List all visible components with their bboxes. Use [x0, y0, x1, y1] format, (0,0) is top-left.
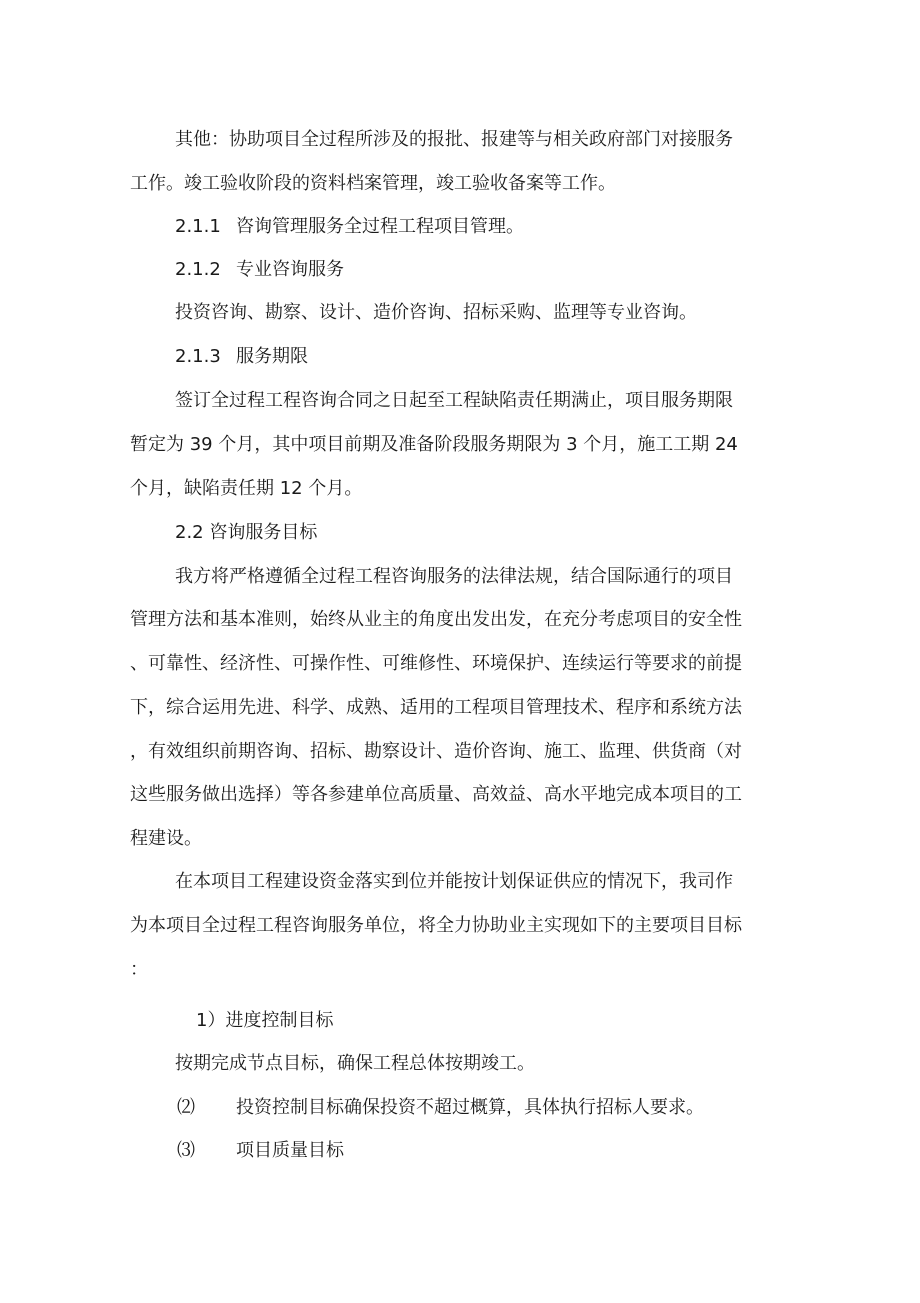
para-funding-line1: 在本项目工程建设资金落实到位并能按计划保证供应的情况下，我司作	[175, 871, 733, 892]
para-goal-line4: 下，综合运用先进、科学、成熟、适用的工程项目管理技术、程序和系统方法	[130, 697, 742, 718]
section-title-2-1-3: 服务期限	[236, 346, 308, 367]
section-number-2-1-1: 2.1.1	[175, 216, 221, 237]
para-goal-line1: 我方将严格遵循全过程工程咨询服务的法律法规，结合国际通行的项目	[175, 566, 733, 587]
para-period-line1: 签订全过程工程咨询合同之日起至工程缺陷责任期满止，项目服务期限	[175, 390, 733, 411]
para-goal-line7: 程建设。	[130, 828, 202, 849]
para-goal-line3: 、可靠性、经济性、可操作性、可维修性、环境保护、连续运行等要求的前提	[130, 653, 742, 674]
item-3-text: 项目质量目标	[236, 1140, 344, 1161]
section-number-2-1-2: 2.1.2	[175, 259, 221, 280]
section-title-2-1-1: 咨询管理服务全过程工程项目管理。	[236, 216, 524, 237]
section-number-2-1-3: 2.1.3	[175, 346, 221, 367]
item-1-schedule-target: 1）进度控制目标	[196, 1010, 334, 1031]
para-funding-line2: 为本项目全过程工程咨询服务单位，将全力协助业主实现如下的主要项目目标	[130, 915, 742, 936]
section-title-2-1-2: 专业咨询服务	[236, 259, 344, 280]
para-period-line2: 暂定为 39 个月，其中项目前期及准备阶段服务期限为 3 个月，施工工期 24	[130, 434, 738, 455]
item-2-number: ⑵	[177, 1097, 195, 1118]
para-other-line2: 工作。竣工验收阶段的资料档案管理，竣工验收备案等工作。	[130, 173, 616, 194]
para-goal-line5: ，有效组织前期咨询、招标、勘察设计、造价咨询、施工、监理、供货商（对	[130, 741, 742, 762]
section-title-2-2: 2.2 咨询服务目标	[175, 522, 318, 543]
item-2-text: 投资控制目标确保投资不超过概算，具体执行招标人要求。	[236, 1097, 704, 1118]
para-period-line3: 个月，缺陷责任期 12 个月。	[130, 478, 363, 499]
para-professional: 投资咨询、勘察、设计、造价咨询、招标采购、监理等专业咨询。	[175, 302, 697, 323]
para-goal-line6: 这些服务做出选择）等各参建单位高质量、高效益、高水平地完成本项目的工	[130, 784, 742, 805]
para-goal-line2: 管理方法和基本准则，始终从业主的角度出发出发，在充分考虑项目的安全性	[130, 609, 742, 630]
item-3-number: ⑶	[177, 1140, 195, 1161]
para-other-line1: 其他：协助项目全过程所涉及的报批、报建等与相关政府部门对接服务	[175, 129, 733, 150]
para-funding-line3: ：	[130, 959, 148, 980]
para-schedule: 按期完成节点目标，确保工程总体按期竣工。	[175, 1053, 535, 1074]
